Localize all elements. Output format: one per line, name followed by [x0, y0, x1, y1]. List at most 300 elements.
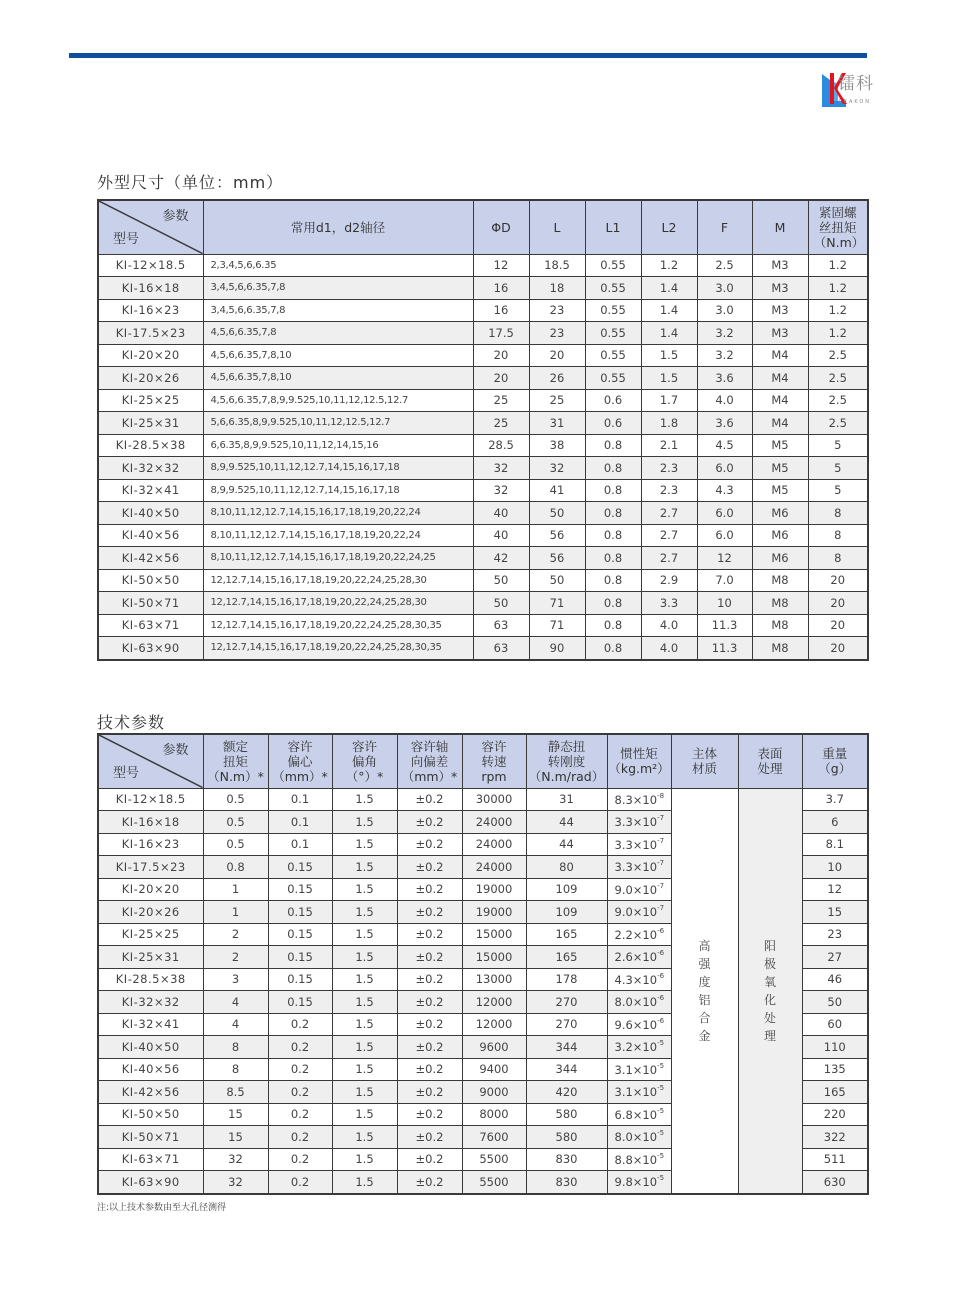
value-cell: 0.6: [585, 412, 641, 435]
col-header-line: rpm: [481, 768, 507, 784]
col-header-line: 重量: [822, 746, 848, 762]
inertia-exponent: -5: [657, 1129, 665, 1138]
value-cell: 0.2: [268, 1081, 332, 1104]
inertia-exponent: -7: [657, 859, 665, 868]
value-cell: 344: [526, 1058, 607, 1081]
value-cell: M3: [752, 299, 808, 322]
table-row: [98, 457, 868, 480]
weight-cell: 8.1: [802, 833, 868, 856]
col-header: [332, 734, 397, 788]
value-cell: 0.8: [585, 524, 641, 547]
value-cell: 5: [808, 434, 868, 457]
value-cell: 11.3: [697, 637, 752, 660]
value-cell: 0.8: [585, 457, 641, 480]
value-cell: 25: [473, 412, 529, 435]
value-cell: 0.6: [585, 389, 641, 412]
value-cell: 0.5: [203, 833, 268, 856]
inertia-cell: [607, 991, 671, 1014]
value-cell: 18.5: [529, 254, 585, 277]
inertia-cell: [607, 968, 671, 991]
weight-cell: 630: [802, 1171, 868, 1194]
inertia-mantissa: 2.2×10: [614, 927, 658, 942]
inertia-cell: [607, 788, 671, 811]
col-header-line: （N.m/rad）: [528, 768, 605, 784]
inertia-exponent: -5: [657, 1061, 665, 1070]
weight-cell: 46: [802, 968, 868, 991]
table-row: [98, 614, 868, 637]
model-cell: KI-28.5×38: [98, 968, 203, 991]
value-cell: 4,5,6,6.35,7,8,10: [203, 344, 473, 367]
inertia-mantissa: 3.1×10: [614, 1085, 658, 1100]
value-cell: M8: [752, 637, 808, 660]
value-cell: 1.4: [641, 277, 697, 300]
model-cell: KI-28.5×38: [98, 434, 203, 457]
logo-en-text: LEAKON: [839, 99, 872, 105]
value-cell: 31: [526, 788, 607, 811]
value-cell: M6: [752, 524, 808, 547]
value-cell: 270: [526, 1013, 607, 1036]
value-cell: 6,6.35,8,9,9.525,10,11,12,14,15,16: [203, 434, 473, 457]
col-header-line: 容许: [481, 738, 507, 754]
inertia-exponent: -7: [657, 814, 665, 823]
value-cell: 1: [203, 878, 268, 901]
value-cell: 23: [529, 299, 585, 322]
value-cell: 32: [203, 1148, 268, 1171]
value-cell: 12,12.7,14,15,16,17,18,19,20,22,24,25,28,30: [203, 592, 473, 615]
table-row: [98, 299, 868, 322]
value-cell: 4.3: [697, 479, 752, 502]
value-cell: 3.6: [697, 367, 752, 390]
value-cell: 25: [529, 389, 585, 412]
value-cell: 8,9,9.525,10,11,12,12.7,14,15,16,17,18: [203, 479, 473, 502]
inertia-mantissa: 9.0×10: [614, 905, 658, 920]
inertia-exponent: -6: [657, 1016, 665, 1025]
inertia-exponent: -6: [657, 994, 665, 1003]
model-cell: KI-20×20: [98, 344, 203, 367]
value-cell: 8,10,11,12,12.7,14,15,16,17,18,19,20,22,24: [203, 524, 473, 547]
model-cell: KI-32×32: [98, 991, 203, 1014]
value-cell: 3: [203, 968, 268, 991]
value-cell: 0.15: [268, 856, 332, 879]
value-cell: 0.55: [585, 254, 641, 277]
value-cell: M5: [752, 457, 808, 480]
header-rule: [69, 53, 867, 58]
col-header-line: （kg.m²）: [608, 761, 670, 777]
value-cell: 4,5,6,6.35,7,8: [203, 322, 473, 345]
value-cell: 4: [203, 1013, 268, 1036]
inertia-cell: [607, 856, 671, 879]
value-cell: M8: [752, 592, 808, 615]
model-cell: KI-12×18.5: [98, 788, 203, 811]
value-cell: 20: [808, 569, 868, 592]
value-cell: 5: [808, 457, 868, 480]
value-cell: 12,12.7,14,15,16,17,18,19,20,22,24,25,28,30: [203, 569, 473, 592]
value-cell: 32: [473, 479, 529, 502]
value-cell: 8,10,11,12,12.7,14,15,16,17,18,19,20,22,24: [203, 502, 473, 525]
value-cell: 40: [473, 502, 529, 525]
footnote: 注:以上技术参数由至大孔径测得: [97, 1203, 227, 1213]
value-cell: 0.8: [585, 637, 641, 660]
value-cell: 1.7: [641, 389, 697, 412]
value-cell: 1.5: [332, 1036, 397, 1059]
inertia-cell: [607, 901, 671, 924]
value-cell: 0.1: [268, 833, 332, 856]
value-cell: 9600: [462, 1036, 526, 1059]
value-cell: 12000: [462, 991, 526, 1014]
inertia-exponent: -5: [657, 1106, 665, 1115]
col-header-line: 容许轴: [410, 738, 449, 754]
value-cell: 2.7: [641, 502, 697, 525]
value-cell: 15: [203, 1126, 268, 1149]
value-cell: 0.1: [268, 811, 332, 834]
value-cell: 4,5,6,6.35,7,8,9,9.525,10,11,12,12.5,12.7: [203, 389, 473, 412]
model-cell: KI-63×90: [98, 637, 203, 660]
col-header-line: （N.m）*: [207, 768, 264, 784]
value-cell: 9000: [462, 1081, 526, 1104]
model-cell: KI-16×23: [98, 833, 203, 856]
value-cell: 344: [526, 1036, 607, 1059]
weight-cell: 12: [802, 878, 868, 901]
value-cell: 2,3,4,5,6,6.35: [203, 254, 473, 277]
value-cell: 20: [808, 614, 868, 637]
value-cell: 2: [203, 923, 268, 946]
value-cell: 0.55: [585, 299, 641, 322]
value-cell: 580: [526, 1126, 607, 1149]
col-header-line: 额定: [222, 738, 248, 754]
weight-cell: 110: [802, 1036, 868, 1059]
value-cell: 1.2: [641, 254, 697, 277]
weight-cell: 23: [802, 923, 868, 946]
value-cell: 3.2: [697, 322, 752, 345]
inertia-cell: [607, 1013, 671, 1036]
model-cell: KI-25×31: [98, 946, 203, 969]
col-header-line: （mm）*: [401, 768, 458, 784]
value-cell: 165: [526, 923, 607, 946]
value-cell: ±0.2: [397, 1081, 462, 1104]
value-cell: 20: [473, 367, 529, 390]
value-cell: 3.0: [697, 277, 752, 300]
model-cell: KI-25×25: [98, 389, 203, 412]
value-cell: ±0.2: [397, 1171, 462, 1194]
value-cell: 2.5: [808, 389, 868, 412]
col-header: L1: [585, 200, 641, 254]
value-cell: 580: [526, 1103, 607, 1126]
value-cell: 1.4: [641, 299, 697, 322]
value-cell: 1.5: [332, 878, 397, 901]
col-header: [808, 200, 868, 254]
value-cell: 8000: [462, 1103, 526, 1126]
col-header-line: 容许: [287, 738, 313, 754]
table-row: [98, 524, 868, 547]
value-cell: 63: [473, 637, 529, 660]
model-cell: KI-63×71: [98, 1148, 203, 1171]
col-header-line: 转速: [481, 753, 507, 769]
value-cell: M3: [752, 322, 808, 345]
value-cell: 42: [473, 547, 529, 570]
torque-header-text: 紧固螺丝扭矩（N.m）: [813, 204, 865, 250]
table-row: [98, 389, 868, 412]
inertia-exponent: -7: [657, 881, 665, 890]
value-cell: 20: [808, 592, 868, 615]
value-cell: 0.2: [268, 1058, 332, 1081]
value-cell: 0.55: [585, 322, 641, 345]
inertia-cell: [607, 1171, 671, 1194]
col-header: [203, 734, 268, 788]
value-cell: 0.15: [268, 923, 332, 946]
value-cell: 1.2: [808, 322, 868, 345]
value-cell: 109: [526, 901, 607, 924]
value-cell: 4: [203, 991, 268, 1014]
value-cell: 15000: [462, 946, 526, 969]
value-cell: 2.5: [808, 412, 868, 435]
value-cell: 1.2: [808, 254, 868, 277]
value-cell: 16: [473, 299, 529, 322]
value-cell: 1.5: [332, 1013, 397, 1036]
value-cell: 19000: [462, 878, 526, 901]
value-cell: 5,6,6.35,8,9,9.525,10,11,12,12.5,12.7: [203, 412, 473, 435]
inertia-exponent: -5: [657, 1039, 665, 1048]
value-cell: 830: [526, 1171, 607, 1194]
col-header: [802, 734, 868, 788]
value-cell: 90: [529, 637, 585, 660]
value-cell: 0.55: [585, 277, 641, 300]
weight-cell: 10: [802, 856, 868, 879]
value-cell: 0.2: [268, 1036, 332, 1059]
inertia-mantissa: 2.6×10: [614, 950, 658, 965]
value-cell: 8: [203, 1036, 268, 1059]
col-header-line: （g）: [818, 761, 852, 777]
value-cell: M3: [752, 254, 808, 277]
surface-cell: [738, 788, 802, 1194]
col-header-line: （mm）*: [272, 768, 328, 784]
value-cell: 8: [808, 502, 868, 525]
value-cell: 0.8: [585, 569, 641, 592]
value-cell: 20: [808, 637, 868, 660]
value-cell: ±0.2: [397, 1103, 462, 1126]
dimensions-title: 外型尺寸（单位：mm）: [97, 173, 284, 192]
inertia-exponent: -5: [657, 1084, 665, 1093]
value-cell: 12,12.7,14,15,16,17,18,19,20,22,24,25,28,30,35: [203, 637, 473, 660]
value-cell: 1.5: [332, 923, 397, 946]
model-cell: KI-25×25: [98, 923, 203, 946]
model-cell: KI-50×50: [98, 1103, 203, 1126]
corner-header: [98, 200, 203, 254]
value-cell: 0.8: [585, 502, 641, 525]
value-cell: M6: [752, 547, 808, 570]
inertia-exponent: -5: [657, 1151, 665, 1160]
model-cell: KI-40×50: [98, 1036, 203, 1059]
value-cell: ±0.2: [397, 856, 462, 879]
col-header: [526, 734, 607, 788]
value-cell: 4,5,6,6.35,7,8,10: [203, 367, 473, 390]
col-header: L: [529, 200, 585, 254]
value-cell: 1.5: [332, 1081, 397, 1104]
model-cell: KI-42×56: [98, 1081, 203, 1104]
value-cell: 830: [526, 1148, 607, 1171]
value-cell: 7600: [462, 1126, 526, 1149]
value-cell: 12: [697, 547, 752, 570]
model-cell: KI-16×23: [98, 299, 203, 322]
value-cell: M8: [752, 614, 808, 637]
dimensions-table: [97, 199, 869, 661]
model-cell: KI-16×18: [98, 277, 203, 300]
value-cell: 3,4,5,6,6.35,7,8: [203, 277, 473, 300]
value-cell: 7.0: [697, 569, 752, 592]
value-cell: 3.6: [697, 412, 752, 435]
col-header: [671, 734, 738, 788]
inertia-mantissa: 9.6×10: [614, 1017, 658, 1032]
value-cell: 0.15: [268, 991, 332, 1014]
value-cell: 0.8: [203, 856, 268, 879]
value-cell: 63: [473, 614, 529, 637]
table-row: [98, 344, 868, 367]
inertia-exponent: -6: [657, 926, 665, 935]
value-cell: 50: [473, 569, 529, 592]
col-header: [397, 734, 462, 788]
technical-title: 技术参数: [97, 713, 166, 732]
table-row: [98, 322, 868, 345]
value-cell: ±0.2: [397, 923, 462, 946]
col-header-line: 主体: [691, 746, 717, 762]
value-cell: 3.0: [697, 299, 752, 322]
table-row: [98, 502, 868, 525]
material-cell: [671, 788, 738, 1194]
value-cell: 2.9: [641, 569, 697, 592]
technical-table: [97, 733, 869, 1195]
value-cell: 40: [473, 524, 529, 547]
col-header-line: 静态扭: [547, 738, 586, 754]
col-header-line: （°）*: [345, 768, 384, 784]
model-cell: KI-63×71: [98, 614, 203, 637]
inertia-cell: [607, 811, 671, 834]
corner-model-label: 型号: [113, 231, 140, 247]
value-cell: 80: [526, 856, 607, 879]
model-cell: KI-12×18.5: [98, 254, 203, 277]
value-cell: 4.0: [641, 637, 697, 660]
inertia-mantissa: 3.2×10: [614, 1040, 658, 1055]
value-cell: 420: [526, 1081, 607, 1104]
model-cell: KI-20×20: [98, 878, 203, 901]
col-header: F: [697, 200, 752, 254]
value-cell: 2.1: [641, 434, 697, 457]
corner-model-label: 型号: [113, 765, 140, 781]
model-cell: KI-40×56: [98, 524, 203, 547]
value-cell: 5500: [462, 1171, 526, 1194]
model-cell: KI-20×26: [98, 901, 203, 924]
weight-cell: 27: [802, 946, 868, 969]
value-cell: 1.5: [332, 901, 397, 924]
value-cell: 0.2: [268, 1103, 332, 1126]
value-cell: 56: [529, 524, 585, 547]
value-cell: 8: [808, 547, 868, 570]
inertia-cell: [607, 923, 671, 946]
value-cell: M6: [752, 502, 808, 525]
value-cell: 0.8: [585, 592, 641, 615]
value-cell: 3,4,5,6,6.35,7,8: [203, 299, 473, 322]
value-cell: 1.5: [332, 1103, 397, 1126]
value-cell: M3: [752, 277, 808, 300]
col-header-line: 转刚度: [547, 753, 586, 769]
table-row: [98, 569, 868, 592]
value-cell: 1.5: [332, 833, 397, 856]
corner-param-label: 参数: [162, 209, 189, 224]
value-cell: 6.0: [697, 502, 752, 525]
model-cell: KI-25×31: [98, 412, 203, 435]
table-row: [98, 592, 868, 615]
value-cell: 10: [697, 592, 752, 615]
value-cell: 1.8: [641, 412, 697, 435]
value-cell: 1.5: [332, 1126, 397, 1149]
value-cell: M4: [752, 344, 808, 367]
value-cell: 24000: [462, 833, 526, 856]
value-cell: 0.55: [585, 344, 641, 367]
value-cell: 32: [203, 1171, 268, 1194]
value-cell: 25: [473, 389, 529, 412]
value-cell: 8,9,9.525,10,11,12,12.7,14,15,16,17,18: [203, 457, 473, 480]
value-cell: M4: [752, 412, 808, 435]
value-cell: 11.3: [697, 614, 752, 637]
value-cell: 17.5: [473, 322, 529, 345]
value-cell: ±0.2: [397, 968, 462, 991]
inertia-exponent: -5: [657, 1174, 665, 1183]
table-row: [98, 547, 868, 570]
col-header: L2: [641, 200, 697, 254]
col-header-line: 偏角: [351, 753, 377, 769]
weight-cell: 50: [802, 991, 868, 1014]
value-cell: 0.2: [268, 1148, 332, 1171]
value-cell: ±0.2: [397, 1148, 462, 1171]
inertia-cell: [607, 1036, 671, 1059]
weight-cell: 135: [802, 1058, 868, 1081]
col-header: [607, 734, 671, 788]
value-cell: M5: [752, 479, 808, 502]
value-cell: 2.5: [697, 254, 752, 277]
table-row: [98, 637, 868, 660]
model-cell: KI-50×71: [98, 592, 203, 615]
weight-cell: 220: [802, 1103, 868, 1126]
value-cell: 1.5: [332, 968, 397, 991]
value-cell: 8.5: [203, 1081, 268, 1104]
col-header: [462, 734, 526, 788]
model-cell: KI-17.5×23: [98, 322, 203, 345]
value-cell: 19000: [462, 901, 526, 924]
value-cell: 28.5: [473, 434, 529, 457]
value-cell: 15: [203, 1103, 268, 1126]
col-header-line: 表面: [757, 746, 783, 762]
value-cell: 0.15: [268, 878, 332, 901]
value-cell: 50: [473, 592, 529, 615]
table-row: [98, 412, 868, 435]
value-cell: 0.5: [203, 811, 268, 834]
value-cell: 0.2: [268, 1171, 332, 1194]
col-header: [738, 734, 802, 788]
value-cell: 1.5: [332, 811, 397, 834]
value-cell: 1.5: [332, 1148, 397, 1171]
weight-cell: 165: [802, 1081, 868, 1104]
inertia-cell: [607, 1126, 671, 1149]
value-cell: ±0.2: [397, 811, 462, 834]
value-cell: ±0.2: [397, 991, 462, 1014]
inertia-cell: [607, 1081, 671, 1104]
value-cell: 109: [526, 878, 607, 901]
value-cell: 26: [529, 367, 585, 390]
value-cell: 15000: [462, 923, 526, 946]
value-cell: 13000: [462, 968, 526, 991]
value-cell: 44: [526, 833, 607, 856]
value-cell: 12,12.7,14,15,16,17,18,19,20,22,24,25,28,30,35: [203, 614, 473, 637]
value-cell: 2.7: [641, 547, 697, 570]
value-cell: 0.2: [268, 1126, 332, 1149]
